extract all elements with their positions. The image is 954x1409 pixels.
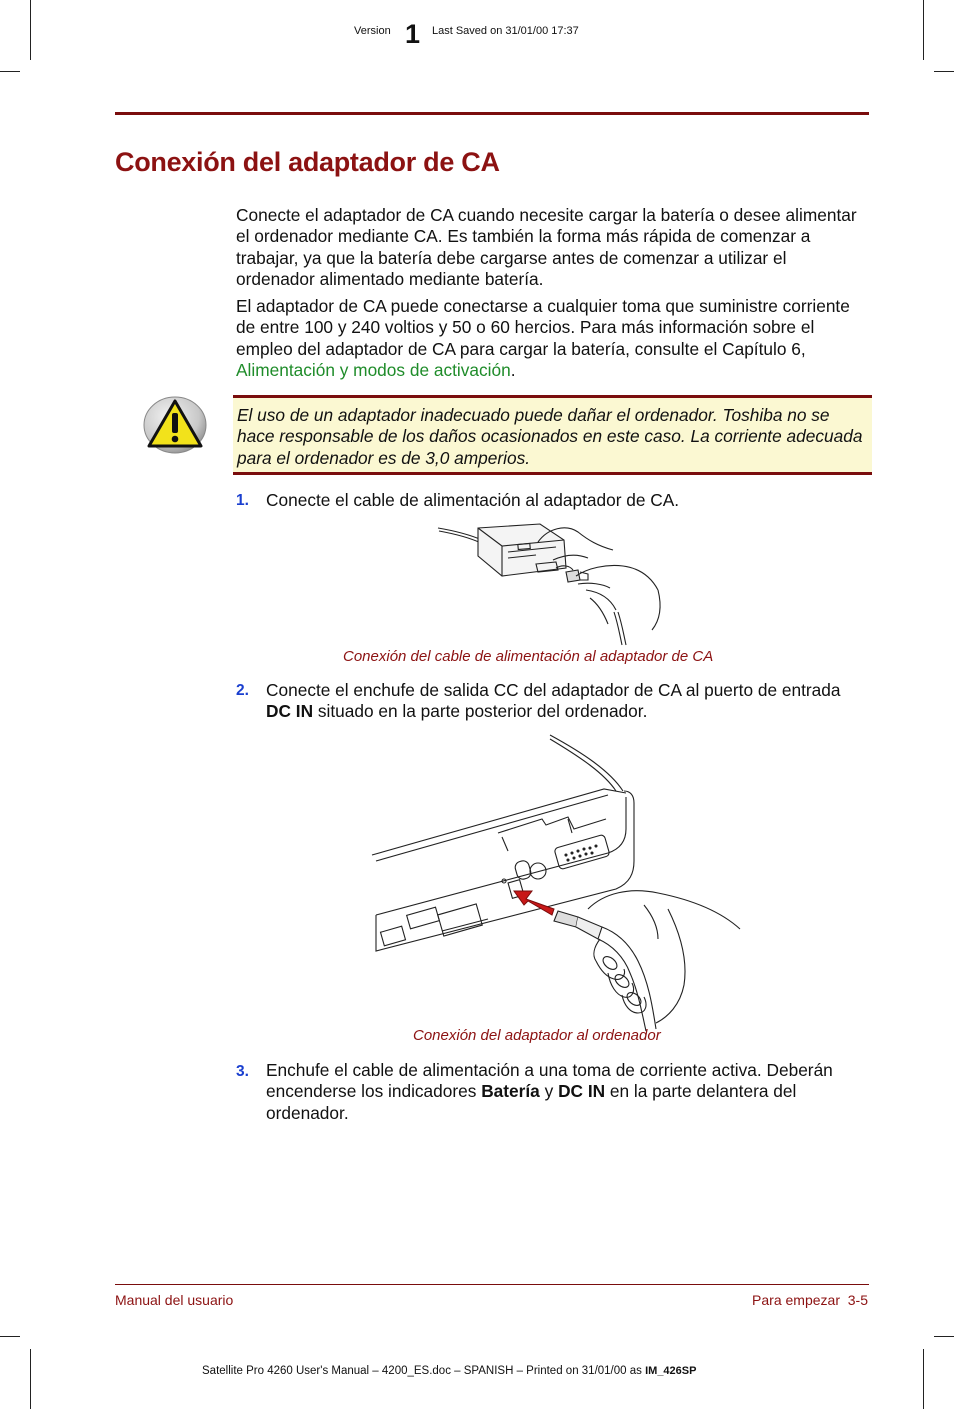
step-3-text-a: Enchufe el cable de alimentación a una toma de corriente activa. Deberán encenderse los indicadores: [266, 1060, 833, 1102]
page-title: Conexión del adaptador de CA: [115, 147, 500, 177]
intro-paragraph: Conecte el adaptador de CA cuando necesite cargar la batería o desee alimentar el ordenador mediante CA. Es también la forma más rápida de comenzar a trabajar, ya que la batería debe cargarse antes de comenzar a utilizar el ordenador alimentado mediante batería.: [236, 205, 857, 289]
last-saved: Last Saved on 31/01/00 17:37: [432, 25, 579, 37]
adapter-cable-illustration: [438, 520, 668, 645]
warning-text: El uso de un adaptador inadecuado puede dañar el ordenador. Toshiba no se hace responsable de los daños ocasionados en este caso. La corriente adecuada para el ordenador es de 3,0 amperios.: [237, 405, 863, 468]
step-1-text: Conecte el cable de alimentación al adaptador de CA.: [266, 490, 680, 510]
print-info-text: Satellite Pro 4260 User's Manual – 4200_ES.doc – SPANISH – Printed on 31/01/00 as: [202, 1365, 646, 1377]
figure-2-caption: Conexión del adaptador al ordenador: [413, 1027, 661, 1044]
print-info: [202, 1365, 696, 1377]
dc-in-label: DC IN: [266, 701, 314, 722]
crop-mark: [0, 1336, 20, 1337]
warning-triangle-icon: [143, 395, 207, 455]
warning-box: [233, 395, 872, 475]
document-header: [0, 18, 954, 48]
bateria-label: Batería: [481, 1081, 540, 1102]
version-number: 1: [405, 19, 421, 49]
dc-in-indicator-label: DC IN: [558, 1081, 606, 1102]
step-2-text-a: Conecte el enchufe de salida CC del adaptador de CA al puerto de entrada: [266, 680, 841, 700]
figure-1-caption: Conexión del cable de alimentación al adaptador de CA: [343, 648, 714, 665]
crop-mark: [0, 71, 20, 72]
step-number: 2.: [236, 682, 249, 699]
step-2-text-b: situado en la parte posterior del ordenador.: [313, 701, 648, 722]
footer-right: Para empezar 3-5: [752, 1292, 868, 1308]
laptop-connection-illustration: [368, 733, 743, 1033]
print-code: IM_426SP: [645, 1365, 697, 1377]
step-number: 1.: [236, 492, 249, 509]
chapter-link[interactable]: Alimentación y modos de activación: [236, 359, 511, 380]
step-3-text: [266, 1060, 866, 1124]
step-3-text-b: y: [539, 1081, 559, 1102]
step-2-text: [266, 680, 866, 723]
footer-left: Manual del usuario: [115, 1292, 234, 1308]
adapter-paragraph: [236, 296, 861, 381]
adapter-paragraph-text: El adaptador de CA puede conectarse a cualquier toma que suministre corriente de entre 100 y 240 voltios y 50 o 60 hercios. Para más información sobre el empleo del adaptador de CA para cargar la batería, consulte el Capítulo 6,: [236, 296, 850, 359]
top-rule: [115, 112, 869, 115]
step-3-text-c: en la parte delantera del ordenador.: [266, 1081, 797, 1123]
crop-mark: [923, 1349, 924, 1409]
crop-mark: [30, 1349, 31, 1409]
step-number: 3.: [236, 1063, 249, 1080]
crop-mark: [934, 1336, 954, 1337]
version-label: Version: [354, 25, 391, 37]
adapter-paragraph-end: .: [510, 359, 516, 380]
crop-mark: [934, 71, 954, 72]
bottom-rule: [115, 1284, 869, 1285]
